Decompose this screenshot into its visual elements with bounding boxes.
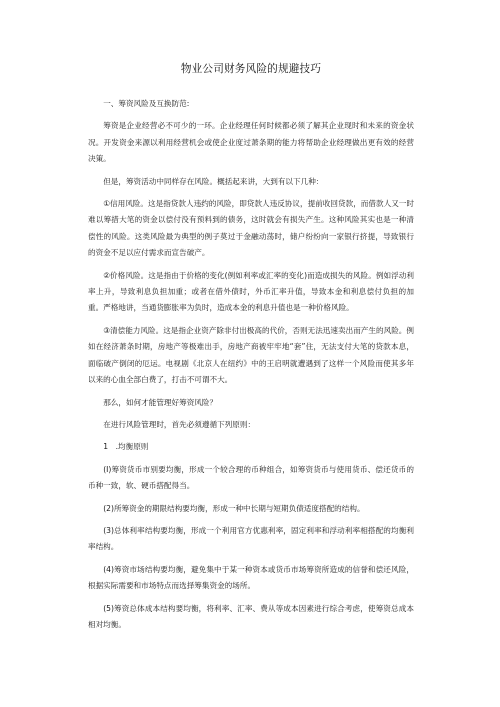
- paragraph: ①信用风险。这是指贷款人违约的风险，即贷款人违反协议，提前收回贷款，而借款人又一时难以筹措大笔的资金以偿付没有预料到的债务，这时就会有损失产生。这种风险其实也是一种清偿性的风险。这类风险最为典型的例子莫过于金融动荡时，储户纷纷向一家银行挤提，导致银行的资金不足以应付需求而宣告破产。: [88, 199, 414, 258]
- paragraph: 在进行风险管理时，首先必须遵循下列原则：: [103, 419, 256, 429]
- paragraph: ②价格风险。这是指由于价格的变化(例如利率或汇率的变化)而造成损失的风险。例如浮动利率上升，导致利息负担加重；或者在借外债时，外币汇率升值，导致本金和利息偿付负担的加重。严格地讲，当通货膨胀率为负时，造成本金的利息升值也是一种价格风险。: [88, 270, 414, 313]
- paragraph: (2)所筹资金的期限结构要均衡，形成一种中长期与短期负债适度搭配的结构。: [103, 503, 365, 513]
- paragraph: (5)筹资总体成本结构要均衡，将利率、汇率、费从等成本因素进行综合考虑，使筹资总成本相对均衡。: [88, 603, 414, 629]
- paragraph: 那么，如何才能管理好筹资风险？: [103, 397, 218, 407]
- paragraph: (I)筹资货币市别要均衡，形成一个较合理的币种组合，如筹资货币与使用货币、偿还货币的币种一致，软、硬币搭配得当。: [88, 464, 414, 491]
- paragraph: (3)总体利率结构要均衡，形成一个利用官方优惠利率，固定利率和浮动利率相搭配的均衡利率结构。: [88, 525, 414, 552]
- document-title: 物业公司财务风险的规避技巧: [180, 63, 322, 75]
- paragraph: 筹资是企业经营必不可少的一环。企业经理任何时候都必须了解其企业现时和未来的资金状况。开发资金来源以利用经营机会或使企业度过萧条期的能力将帮助企业经理做出更有效的经营决策。: [88, 121, 414, 164]
- section-heading: 一、筹资风险及互换防范:: [103, 99, 190, 108]
- paragraph: ③清偿能力风险。这是指企业资产除非付出极高的代价，否则无法迅速卖出而产生的风险。例如在经济萧条时期，房地产等极难出手，房地产商被牢牢地“套”住，无法支付大笔的贷款本息，面临破产倒闭的厄运。电视剧《北京人在纽约》中的王启明就遭遇到了这样一个风险而使其多年以来的心血全部白费了，打击不可谓不大。: [88, 325, 414, 385]
- paragraph: 但是，筹资活动中同样存在风险。概括起来讲，大到有以下几种：: [103, 176, 324, 186]
- paragraph: 1 .均衡原则: [103, 442, 149, 452]
- paragraph: (4)筹资市场结构要均衡，避免集中于某一种资本或货币市场筹资所造成的信誉和偿还风险，根据实际需要和市场特点而选择筹集资金的场所。: [88, 564, 414, 591]
